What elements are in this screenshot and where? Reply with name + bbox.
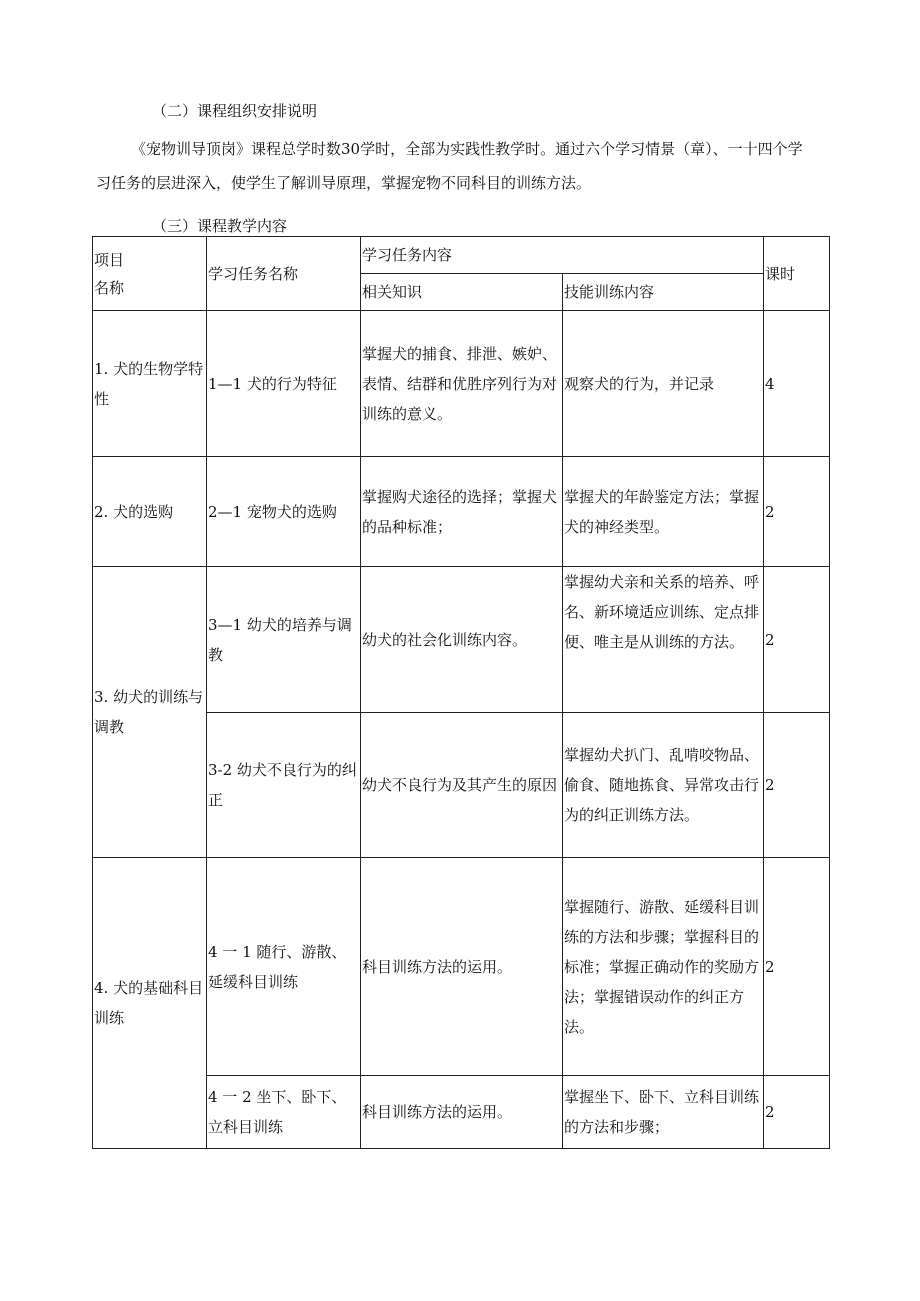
table-row (93, 567, 830, 713)
hours-cell: 2 (764, 1076, 830, 1149)
section-2-paragraph: 《宠物训导顶岗》课程总学时数30学时，全部为实践性教学时。通过六个学习情景（章）、一十四个学习任务的层进深入，使学生了解训导原理，掌握宠物不同科目的训练方法。 (96, 140, 803, 192)
header-task-content: 学习任务内容 (361, 237, 764, 274)
knowledge-cell: 科目训练方法的运用。 (361, 1076, 563, 1149)
header-project-name: 项目 名称 (93, 237, 207, 311)
hours-cell: 2 (764, 457, 830, 567)
task-name-cell: 4 一 1 随行、游散、延缓科目训练 (207, 858, 361, 1076)
table-row (93, 858, 830, 1076)
knowledge-cell: 掌握犬的捕食、排泄、嫉妒、表情、结群和优胜序列行为对训练的意义。 (361, 311, 563, 457)
section-3-heading: （三）课程教学内容 (152, 217, 288, 235)
knowledge-cell: 掌握购犬途径的选择；掌握犬的品种标准； (361, 457, 563, 567)
project-name-cell: 3. 幼犬的训练与调教 (93, 567, 207, 858)
header-hours: 课时 (764, 237, 830, 311)
task-name-cell: 1—1 犬的行为特征 (207, 311, 361, 457)
skills-cell: 掌握幼犬扒门、乱啃咬物品、偷食、随地拣食、异常攻击行为的纠正训练方法。 (563, 713, 764, 858)
table-row (93, 311, 830, 457)
knowledge-cell: 科目训练方法的运用。 (361, 858, 563, 1076)
header-knowledge: 相关知识 (361, 274, 563, 311)
knowledge-cell: 幼犬的社会化训练内容。 (361, 567, 563, 713)
project-name-cell: 1. 犬的生物学特性 (93, 311, 207, 457)
header-skills: 技能训练内容 (563, 274, 764, 311)
task-name-cell: 4 一 2 坐下、卧下、立科目训练 (207, 1076, 361, 1149)
table-header-row (93, 237, 830, 274)
task-name-cell: 3—1 幼犬的培养与调教 (207, 567, 361, 713)
hours-cell: 2 (764, 567, 830, 713)
course-content-table (92, 236, 830, 1149)
skills-cell: 掌握坐下、卧下、立科目训练的方法和步骤； (563, 1076, 764, 1149)
header-task-name: 学习任务名称 (207, 237, 361, 311)
skills-cell: 掌握犬的年龄鉴定方法；掌握犬的神经类型。 (563, 457, 764, 567)
table-row (93, 457, 830, 567)
task-name-cell: 3-2 幼犬不良行为的纠正 (207, 713, 361, 858)
knowledge-cell: 幼犬不良行为及其产生的原因 (361, 713, 563, 858)
hours-cell: 2 (764, 858, 830, 1076)
task-name-cell: 2—1 宠物犬的选购 (207, 457, 361, 567)
hours-cell: 2 (764, 713, 830, 858)
skills-cell: 观察犬的行为，并记录 (563, 311, 764, 457)
project-name-cell: 4. 犬的基础科目训练 (93, 858, 207, 1149)
project-name-cell: 2. 犬的选购 (93, 457, 207, 567)
hours-cell: 4 (764, 311, 830, 457)
skills-cell: 掌握随行、游散、延缓科目训练的方法和步骤；掌握科目的标准；掌握正确动作的奖励方法；掌握错误动作的纠正方法。 (563, 858, 764, 1076)
skills-cell: 掌握幼犬亲和关系的培养、呼名、新环境适应训练、定点排便、唯主是从训练的方法。 (563, 567, 764, 713)
section-2-heading: （二）课程组织安排说明 (152, 102, 318, 120)
